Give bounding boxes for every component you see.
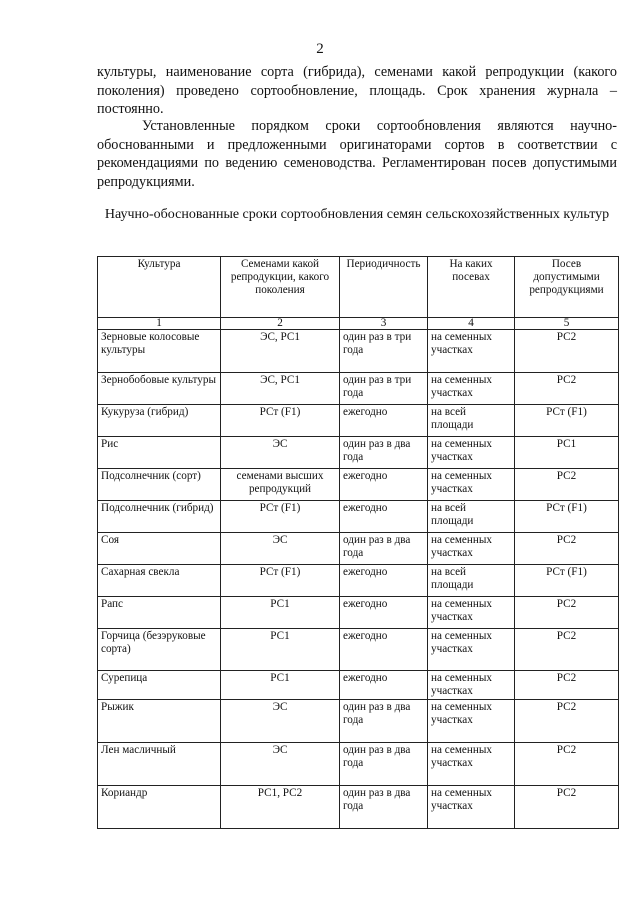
column-number: 2: [221, 318, 340, 330]
cell-periodicity: ежегодно: [340, 597, 428, 629]
cell-allowed-reproduction: РС2: [515, 786, 619, 829]
cell-periodicity: один раз в два года: [340, 533, 428, 565]
cell-allowed-reproduction: РС2: [515, 700, 619, 743]
table-row: [98, 629, 619, 671]
table-row: [98, 565, 619, 597]
table-row: [98, 597, 619, 629]
cell-sowing: на семенных участках: [428, 743, 515, 786]
cell-crop: Сахарная свекла: [98, 565, 221, 597]
cell-periodicity: ежегодно: [340, 469, 428, 501]
table-row: [98, 743, 619, 786]
column-number: 4: [428, 318, 515, 330]
cell-sowing: на всей площади: [428, 501, 515, 533]
cell-periodicity: ежегодно: [340, 629, 428, 671]
header-periodicity: Периодичность: [340, 257, 428, 318]
cell-crop: Горчица (безэруковые сорта): [98, 629, 221, 671]
table-row: [98, 671, 619, 700]
cell-periodicity: один раз в три года: [340, 373, 428, 405]
cell-crop: Зернобобовые культуры: [98, 373, 221, 405]
sort-renewal-table: [97, 256, 619, 829]
cell-sowing: на семенных участках: [428, 469, 515, 501]
column-number-row: [98, 318, 619, 330]
cell-allowed-reproduction: РС2: [515, 629, 619, 671]
cell-reproduction: РС1: [221, 629, 340, 671]
cell-sowing: на семенных участках: [428, 533, 515, 565]
cell-allowed-reproduction: РС2: [515, 671, 619, 700]
cell-sowing: на семенных участках: [428, 786, 515, 829]
table-row: [98, 330, 619, 373]
cell-periodicity: один раз в три года: [340, 330, 428, 373]
table-title: Научно-обоснованные сроки сортообновления семян сельскохозяйственных культур: [104, 207, 610, 222]
cell-allowed-reproduction: РС2: [515, 743, 619, 786]
cell-periodicity: ежегодно: [340, 501, 428, 533]
cell-reproduction: ЭС, РС1: [221, 373, 340, 405]
cell-crop: Соя: [98, 533, 221, 565]
cell-periodicity: один раз в два года: [340, 437, 428, 469]
table-row: [98, 786, 619, 829]
cell-crop: Кориандр: [98, 786, 221, 829]
cell-allowed-reproduction: РС2: [515, 469, 619, 501]
cell-allowed-reproduction: РСт (F1): [515, 501, 619, 533]
cell-reproduction: РСт (F1): [221, 501, 340, 533]
cell-sowing: на семенных участках: [428, 373, 515, 405]
cell-sowing: на семенных участках: [428, 671, 515, 700]
paragraph-2: Установленные порядком сроки сортообновления являются научно-обоснованными и предложенными оригинаторами сортов в соответствии с рекомендациями по ведению семеноводства. Регламентирован посев допустимыми репродукциями.: [97, 118, 617, 190]
cell-reproduction: ЭС, РС1: [221, 330, 340, 373]
cell-periodicity: один раз в два года: [340, 786, 428, 829]
cell-reproduction: ЭС: [221, 743, 340, 786]
cell-reproduction: ЭС: [221, 437, 340, 469]
column-number: 1: [98, 318, 221, 330]
table-row: [98, 437, 619, 469]
cell-allowed-reproduction: РСт (F1): [515, 565, 619, 597]
table-header-row: [98, 257, 619, 318]
cell-reproduction: ЭС: [221, 700, 340, 743]
cell-allowed-reproduction: РС2: [515, 597, 619, 629]
header-sowing: На каких посевах: [428, 257, 515, 318]
cell-crop: Рыжик: [98, 700, 221, 743]
cell-crop: Подсолнечник (гибрид): [98, 501, 221, 533]
cell-crop: Зерновые колосовые культуры: [98, 330, 221, 373]
page-number: 2: [316, 41, 324, 57]
header-crop: Культура: [98, 257, 221, 318]
cell-reproduction: РС1: [221, 671, 340, 700]
column-number: 3: [340, 318, 428, 330]
header-reproduction: Семенами какой репродукции, какого поколения: [221, 257, 340, 318]
cell-reproduction: РС1, РС2: [221, 786, 340, 829]
cell-reproduction: РСт (F1): [221, 565, 340, 597]
cell-sowing: на семенных участках: [428, 437, 515, 469]
cell-sowing: на всей площади: [428, 565, 515, 597]
cell-sowing: на всей площади: [428, 405, 515, 437]
cell-sowing: на семенных участках: [428, 629, 515, 671]
cell-reproduction: семенами высших репродукций: [221, 469, 340, 501]
table-row: [98, 469, 619, 501]
cell-crop: Сурепица: [98, 671, 221, 700]
cell-periodicity: ежегодно: [340, 671, 428, 700]
cell-crop: Лен масличный: [98, 743, 221, 786]
table-row: [98, 533, 619, 565]
cell-sowing: на семенных участках: [428, 330, 515, 373]
cell-sowing: на семенных участках: [428, 700, 515, 743]
column-number: 5: [515, 318, 619, 330]
cell-reproduction: ЭС: [221, 533, 340, 565]
cell-reproduction: РСт (F1): [221, 405, 340, 437]
cell-allowed-reproduction: РСт (F1): [515, 405, 619, 437]
cell-periodicity: один раз в два года: [340, 743, 428, 786]
cell-reproduction: РС1: [221, 597, 340, 629]
cell-periodicity: ежегодно: [340, 565, 428, 597]
cell-crop: Подсолнечник (сорт): [98, 469, 221, 501]
table-row: [98, 373, 619, 405]
header-allowed-reproduction: Посев допустимыми репродукциями: [515, 257, 619, 318]
cell-allowed-reproduction: РС1: [515, 437, 619, 469]
cell-periodicity: ежегодно: [340, 405, 428, 437]
cell-allowed-reproduction: РС2: [515, 533, 619, 565]
cell-crop: Кукуруза (гибрид): [98, 405, 221, 437]
cell-periodicity: один раз в два года: [340, 700, 428, 743]
cell-allowed-reproduction: РС2: [515, 330, 619, 373]
cell-crop: Рапс: [98, 597, 221, 629]
cell-crop: Рис: [98, 437, 221, 469]
table-row: [98, 405, 619, 437]
cell-sowing: на семенных участках: [428, 597, 515, 629]
cell-allowed-reproduction: РС2: [515, 373, 619, 405]
table-row: [98, 700, 619, 743]
paragraph-1: культуры, наименование сорта (гибрида), семенами какой репродукции (какого поколения) проведено сортообновление, площадь. Срок хранения журнала – постоянно.: [97, 64, 617, 118]
table-row: [98, 501, 619, 533]
